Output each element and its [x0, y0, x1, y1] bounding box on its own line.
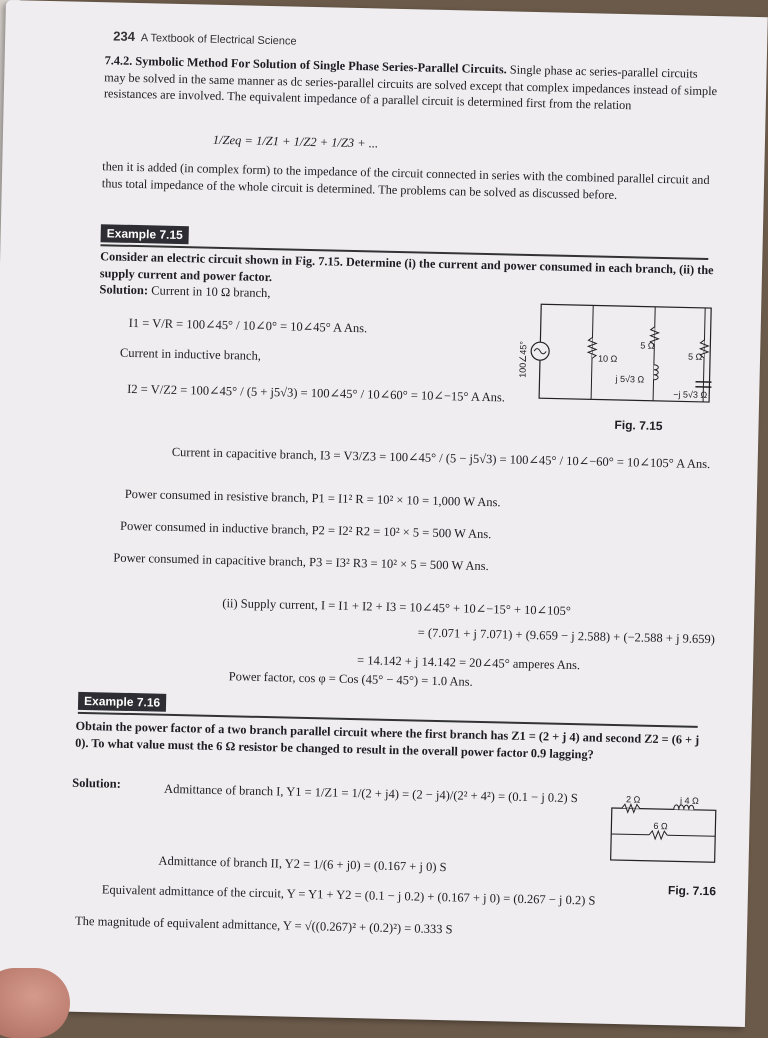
page-number: 234: [113, 28, 135, 43]
r2-label: 5 Ω: [640, 340, 655, 350]
equation-i1: I1 = V/R = 100∠45° / 10∠0° = 10∠45° A Ans.: [129, 315, 368, 336]
equation-supply-3: = 14.142 + j 14.142 = 20∠45° amperes Ans.: [357, 652, 580, 673]
inductive-branch-label: Current in inductive branch,: [120, 346, 261, 364]
inductor-icon: [654, 365, 659, 380]
equation-p2: Power consumed in inductive branch, P2 = I2² R2 = 10² × 5 = 500 W Ans.: [120, 519, 492, 542]
solution-label: Solution:: [72, 776, 121, 792]
branch-2-wire: [653, 307, 655, 401]
figure-7-15-caption: Fig. 7.15: [614, 418, 662, 433]
solution-intro: Current in 10 Ω branch,: [151, 283, 271, 300]
example-badge: Example 7.16: [78, 692, 166, 712]
resistor-10-icon: [588, 337, 596, 358]
c3-label: −j 5√3 Ω: [673, 389, 707, 400]
equation-power-factor: Power factor, cos φ = Cos (45° − 45°) = 1.0 Ans.: [229, 669, 473, 690]
equation-y1: Admittance of branch I, Y1 = 1/Z1 = 1/(2 + j4) = (2 − j4)/(2² + 4²) = (0.1 − j 0.2) S: [164, 782, 578, 806]
equivalent-impedance-formula: 1/Zeq = 1/Z1 + 1/Z2 + 1/Z3 + ...: [213, 133, 379, 152]
r2-label: 6 Ω: [653, 821, 668, 831]
solution-label-text: Solution:: [99, 282, 148, 297]
section-paragraph: [104, 52, 720, 115]
equation-y2: Admittance of branch II, Y2 = 1/(6 + j0) = (0.167 + j 0) S: [158, 854, 446, 876]
section-follow-text: then it is added (in complex form) to the impedance of the circuit connected in series with the combined parallel circuit and thus total impedance of the whole circuit is determined. The problems can be solved as discussed before.: [102, 158, 718, 205]
r1-label: 2 Ω: [626, 794, 641, 804]
figure-7-16-circuit: [602, 796, 724, 873]
branch-2-wire: [611, 834, 649, 835]
circuit-outline: [539, 304, 711, 402]
source-label: 100∠45°: [518, 341, 529, 378]
equation-p3: Power consumed in capacitive branch, P3 = I3² R3 = 10² × 5 = 500 W Ans.: [113, 551, 489, 575]
resistor-6-icon: [649, 831, 667, 839]
page-header: [113, 28, 297, 47]
example-question: Obtain the power factor of a two branch parallel circuit where the first branch has Z1 = (2 + j 4) and second Z2 = (6 + j 0). To what value must the 6 Ω resistor be changed to result in the overall power factor 0.9 lagging?: [75, 718, 716, 766]
equation-supply-2: = (7.071 + j 7.071) + (9.659 − j 2.588) + (−2.588 + j 9.659): [418, 626, 716, 648]
book-title: A Textbook of Electrical Science: [141, 32, 297, 48]
solution-label: [99, 282, 270, 301]
thumb: [0, 968, 70, 1038]
equation-y-magnitude: The magnitude of equivalent admittance, Y = √((0.267)² + (0.2)²) = 0.333 S: [75, 914, 453, 938]
example-badge: Example 7.15: [101, 224, 189, 244]
figure-7-15-circuit: [523, 298, 720, 412]
r1-label: 10 Ω: [598, 354, 618, 364]
equation-supply-1: (ii) Supply current, I = I1 + I2 + I3 = 10∠45° + 10∠−15° + 10∠105°: [222, 595, 571, 619]
equation-i2: I2 = V/Z2 = 100∠45° / (5 + j5√3) = 100∠45° / 10∠60° = 10∠−15° A Ans.: [127, 381, 505, 406]
branch-2-wire-right: [667, 835, 715, 836]
section-intro: Single phase ac series-parallel circuits may be solved in the same manner as dc series-parallel circuits are solved except that complex impedances instead of simple resistances are involved. The equivalent impedance of a parallel circuit is determined first from the relation: [104, 62, 717, 112]
equation-i3: Current in capacitive branch, I3 = V3/Z3 = 100∠45° / (5 − j5√3) = 100∠45° / 10∠−60° = 10∠105° A Ans.: [172, 444, 711, 472]
r3-label: 5 Ω: [688, 352, 703, 362]
l1-label: j 4 Ω: [679, 795, 699, 805]
figure-7-16-caption: Fig. 7.16: [668, 883, 716, 898]
equation-p1: Power consumed in resistive branch, P1 = I1² R = 10² × 10 = 1,000 W Ans.: [125, 487, 501, 511]
section-heading: 7.4.2. Symbolic Method For Solution of Single Phase Series-Parallel Circuits.: [104, 53, 506, 76]
equation-y: Equivalent admittance of the circuit, Y = Y1 + Y2 = (0.1 − j 0.2) + (0.167 + j 0) = (0.267 − j 0.2) S: [102, 882, 596, 908]
l2-label: j 5√3 Ω: [614, 374, 644, 385]
example-question: Consider an electric circuit shown in Fig. 7.15. Determine (i) the current and power consumed in each branch, (ii) the supply current and power factor.: [100, 248, 716, 295]
